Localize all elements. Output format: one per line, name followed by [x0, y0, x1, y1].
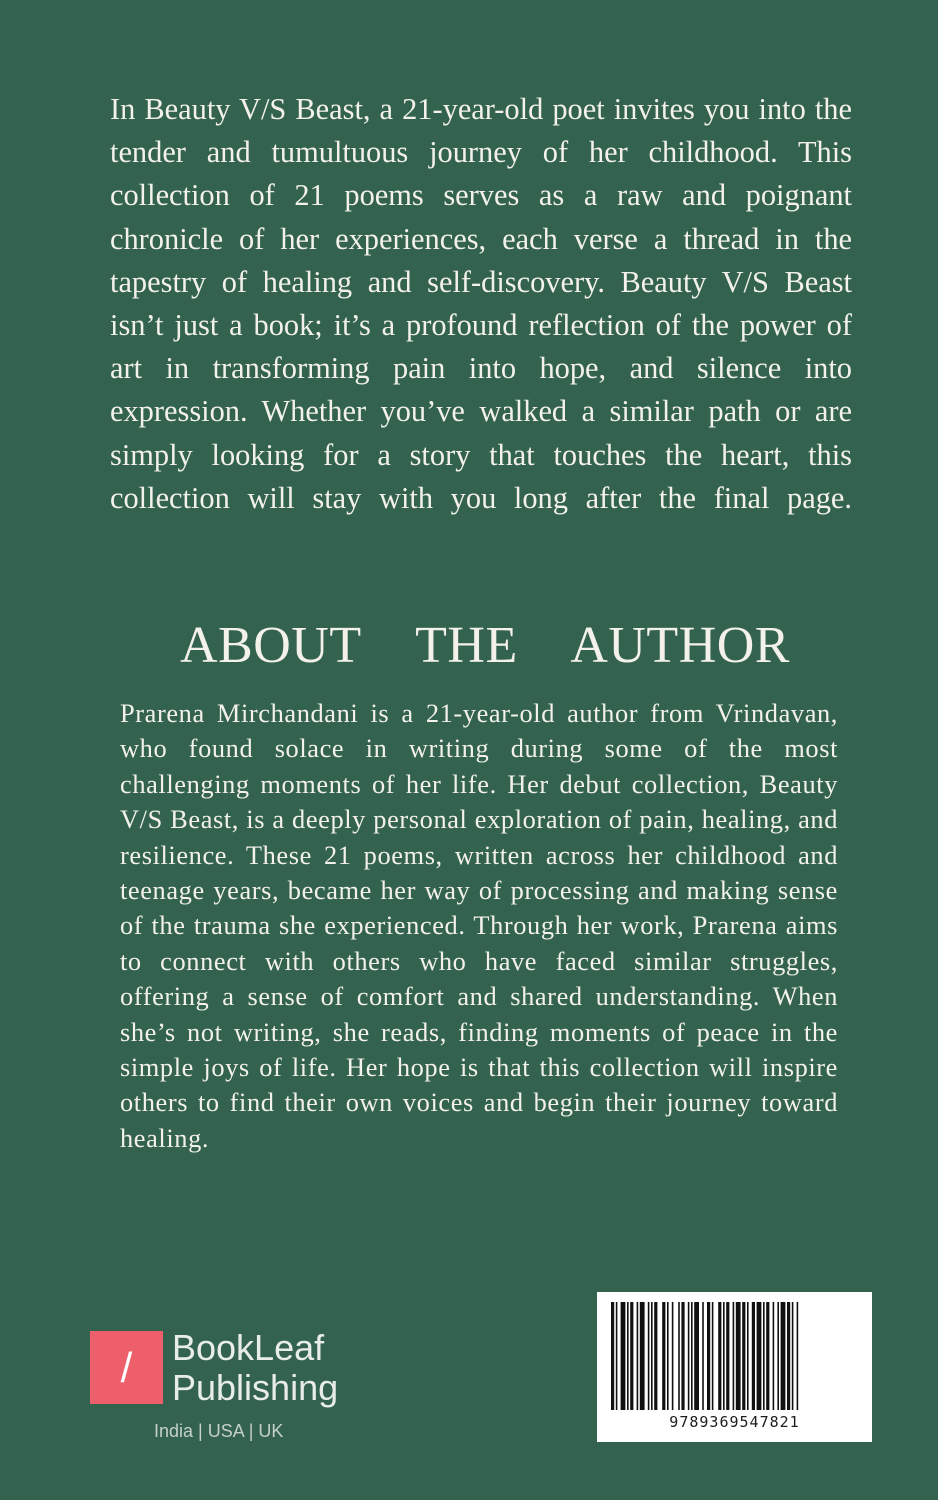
author-bio: Prarena Mirchandani is a 21-year-old author from Vrindavan, who found solace in writing during some of the most challenging moments of her life. Her debut collection, Beauty V/S Beast, is a deeply personal exploration of pain, healing, and resilience. These 21 poems, written across her childhood and teenage years, became her way of processing and making sense of the trauma she experienced. Through her work, Prarena aims to connect with others who have faced similar struggles, offering a sense of comfort and shared understanding. When she’s not writing, she reads, finding moments of peace in the simple joys of life. Her hope is that this collection will inspire others to find their own voices and begin their journey toward healing.	[120, 698, 838, 1153]
barcode-icon	[609, 1302, 860, 1410]
back-cover-blurb: In Beauty V/S Beast, a 21-year-old poet invites you into the tender and tumultuous journey of her childhood. This collection of 21 poems serves as a raw and poignant chronicle of her experiences, each verse a thread in the tapestry of healing and self-discovery. Beauty V/S Beast isn’t just a book; it’s a profound reflection of the power of art in transforming pain into hope, and silence into expression. Whether you’ve walked a similar path or are simply looking for a story that touches the heart, this collection will stay with you long after the final page.	[110, 92, 852, 515]
barcode-bar	[773, 1302, 775, 1410]
barcode-bar	[733, 1302, 735, 1410]
barcode-bar	[718, 1302, 721, 1410]
barcode-bar	[766, 1302, 769, 1410]
barcode-bar	[712, 1302, 714, 1410]
barcode-bar	[672, 1302, 674, 1410]
publisher-name	[172, 1328, 338, 1408]
publisher-name-line1: BookLeaf	[172, 1327, 325, 1368]
publisher-regions: India | USA | UK	[154, 1421, 284, 1441]
barcode-bar	[627, 1302, 629, 1410]
barcode-bar	[702, 1302, 704, 1410]
barcode-bar	[616, 1302, 618, 1410]
isbn-number: 9789369547821	[669, 1413, 800, 1431]
barcode-bar	[781, 1302, 786, 1410]
isbn-barcode	[597, 1292, 872, 1442]
barcode-bar	[654, 1302, 657, 1410]
barcode-bar	[742, 1302, 745, 1410]
barcode-bar	[763, 1302, 765, 1410]
publisher-logo	[90, 1328, 390, 1448]
barcode-bar	[662, 1302, 665, 1410]
barcode-bar	[611, 1302, 614, 1410]
barcode-bar	[792, 1302, 794, 1410]
barcode-bar	[640, 1302, 645, 1410]
barcode-bar	[691, 1302, 693, 1410]
barcode-bar	[648, 1302, 650, 1410]
barcode-bar	[688, 1302, 690, 1410]
barcode-bar	[667, 1302, 669, 1410]
barcode-bar	[736, 1302, 741, 1410]
barcode-bar	[797, 1302, 799, 1410]
barcode-bar	[757, 1302, 762, 1410]
publisher-slash-icon: /	[90, 1331, 163, 1404]
barcode-bar	[630, 1302, 633, 1410]
barcode-bar	[651, 1302, 653, 1410]
barcode-bar	[723, 1302, 725, 1410]
about-the-author-heading: ABOUT THE AUTHOR	[180, 617, 790, 674]
publisher-name-line2: Publishing	[172, 1367, 339, 1408]
barcode-bar	[678, 1302, 680, 1410]
barcode-bar	[747, 1302, 749, 1410]
barcode-bar	[726, 1302, 729, 1410]
barcode-bar	[694, 1302, 699, 1410]
barcode-bar	[787, 1302, 790, 1410]
barcode-bar	[752, 1302, 755, 1410]
barcode-bar	[707, 1302, 710, 1410]
barcode-bar	[637, 1302, 639, 1410]
barcode-bar	[621, 1302, 626, 1410]
barcode-bar	[681, 1302, 684, 1410]
barcode-bar	[777, 1302, 779, 1410]
